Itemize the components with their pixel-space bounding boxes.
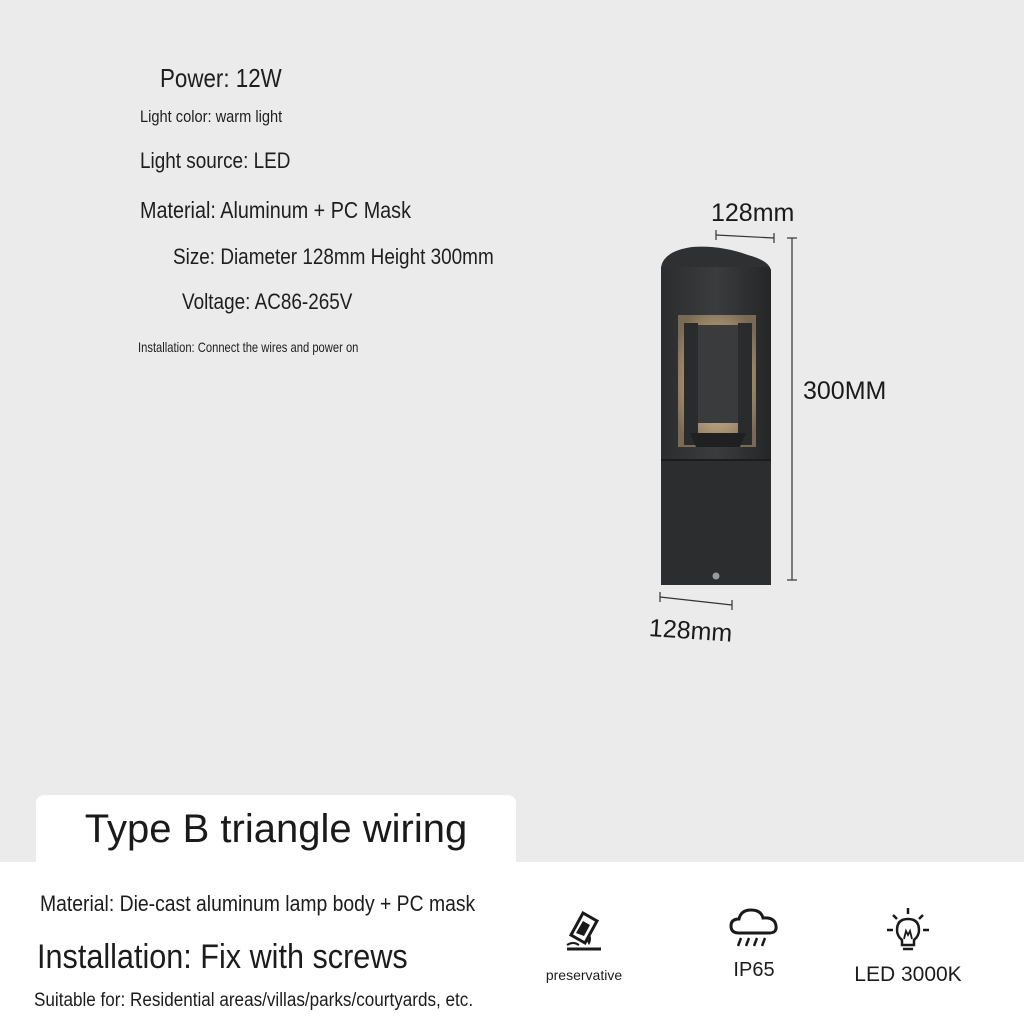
card-title-tab xyxy=(36,795,516,875)
spec-installation: Installation: Connect the wires and power on xyxy=(138,339,359,355)
spec-light-color: Light color: warm light xyxy=(140,107,283,126)
lamp-body xyxy=(661,247,771,585)
feature-led-label: LED 3000K xyxy=(854,963,962,986)
light-bulb-icon xyxy=(883,905,933,955)
spec-size: Size: Diameter 128mm Height 300mm xyxy=(173,244,494,269)
bollard-lamp-image xyxy=(640,225,810,625)
rain-cloud-icon xyxy=(727,905,781,951)
feature-preservative xyxy=(509,905,659,983)
feature-ip65-label: IP65 xyxy=(733,959,775,981)
card-suitable-for: Suitable for: Residential areas/villas/parks/courtyards, etc. xyxy=(34,990,474,1011)
feature-led xyxy=(833,905,983,987)
dimension-line-bottom xyxy=(660,592,732,610)
dimension-line-height xyxy=(787,238,797,580)
dimension-line-top xyxy=(716,230,774,243)
spec-power: Power: 12W xyxy=(160,63,282,93)
preservative-icon xyxy=(559,905,609,955)
spec-voltage: Voltage: AC86-265V xyxy=(182,289,353,314)
spec-light-source: Light source: LED xyxy=(140,148,291,173)
top-width-label: 128mm xyxy=(711,199,795,227)
card-material: Material: Die-cast aluminum lamp body + PC mask xyxy=(40,891,476,916)
bottom-width-label: 128mm xyxy=(648,614,734,648)
feature-ip65 xyxy=(679,905,829,982)
height-label: 300MM xyxy=(803,377,887,405)
feature-preservative-label: preservative xyxy=(545,967,623,983)
card-installation: Installation: Fix with screws xyxy=(37,938,408,976)
card-title: Type B triangle wiring xyxy=(84,807,468,851)
spec-material: Material: Aluminum + PC Mask xyxy=(140,197,411,223)
